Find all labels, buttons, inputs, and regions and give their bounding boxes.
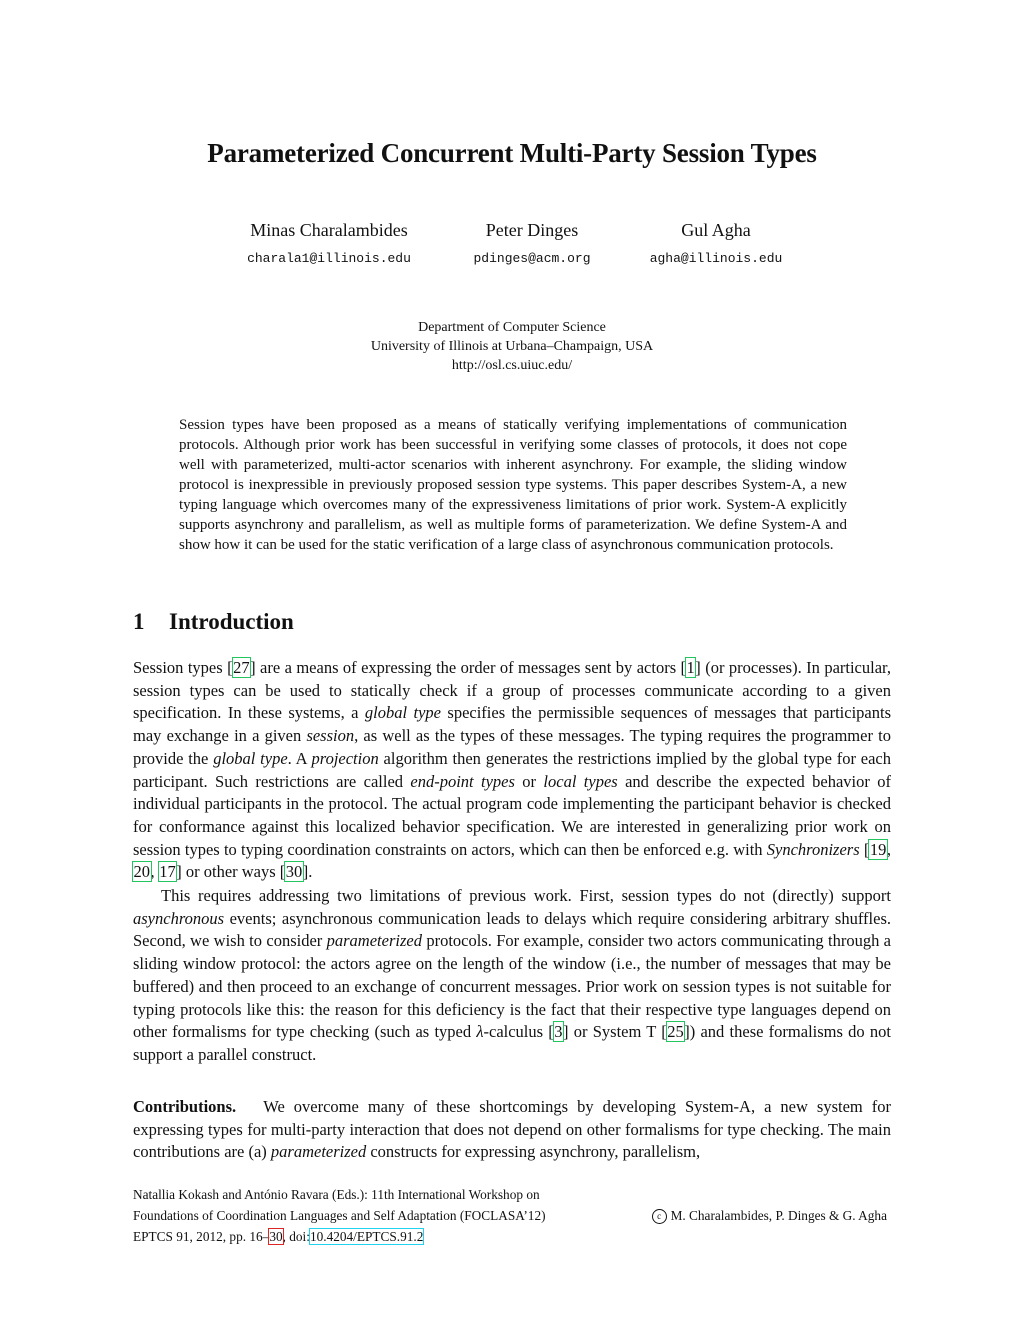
author-name: Minas Charalambides <box>250 220 408 240</box>
paragraph-2: This requires addressing two limitations of previous work. First, session types do not (directly) support asynchronous events; asynchronous communication leads to delays which require considering arbitrary shuffles. Second, we wish to consider parameterized protocols. For example, consider two actors communicating through a sliding window protocol: the actors agree on the length of the window (i.e., the number of messages that may be buffered) and then proceed to an exchange of concurrent messages. Prior work on session types is not suitable for typing protocols like this: the reason for this deficiency is the fact that their respective type languages depend on other formalisms for type checking (such as typed λ-calculus [3] or System T [25]) and these formalisms do not support a parallel construct. <box>133 886 891 1064</box>
affiliation-univ: University of Illinois at Urbana–Champaign, USA <box>370 339 654 354</box>
citation-link[interactable]: 1 <box>686 658 695 677</box>
section-title: Introduction <box>169 609 294 634</box>
author-name: Peter Dinges <box>485 220 579 240</box>
citation-link[interactable]: 19 <box>869 839 887 859</box>
footer-citation: Natallia Kokash and António Ravara (Eds.): 11th International Workshop on Foundations of Coordination Languages and Self Adaptation (FOCLASA’12) EPTCS 91, 2012, pp. 16–30, doi:10.4204/EPTCS.91.2 <box>133 1187 546 1244</box>
affiliation-dept: Department of Computer Science <box>418 320 606 335</box>
affiliation <box>0 318 1024 375</box>
copyright <box>652 1205 887 1226</box>
citation-link[interactable]: 30 <box>285 862 303 882</box>
last-page-link[interactable]: 30 <box>269 1229 283 1244</box>
citation-link[interactable]: 17 <box>159 862 176 882</box>
citation-link[interactable]: 3 <box>554 1022 563 1042</box>
author-email[interactable]: charala1@illinois.edu <box>247 251 411 266</box>
paragraph-contributions: Contributions. We overcome many of these shortcomings by developing System-A, a new system for expressing types for multi-party interaction that does not depend on other formalisms for type checking. The main contributions are (a) parameterized constructs for expressing asynchrony, parallelism, <box>133 1097 892 1162</box>
citation-link[interactable]: 25 <box>667 1022 684 1042</box>
contributions-label: Contributions. <box>133 1097 237 1116</box>
section-heading <box>133 609 294 635</box>
copyright-icon: c <box>652 1209 667 1224</box>
citation-link[interactable]: 20 <box>133 862 150 882</box>
abstract: Session types have been proposed as a means of statically verifying implementations of communication protocols. Although prior work has been successful in verifying some classes of protocols, it does not cope well with parameterized, multi-actor scenarios with inherent asynchrony. For example, the sliding window protocol is inexpressible in previously proposed session type systems. This paper describes System-A, a new typing language which overcomes many of the expressiveness limitations of prior work. System-A explicitly supports asynchrony and parallelism, as well as multiple forms of parameterization. We define System-A and show how it can be used for the static verification of a large class of asynchronous communication protocols. <box>179 417 847 553</box>
author-name: Gul Agha <box>681 220 751 240</box>
citation-link[interactable]: 27 <box>233 658 250 677</box>
section-number: 1 <box>133 609 145 634</box>
doi-link[interactable]: 10.4204/EPTCS.91.2 <box>309 1229 424 1244</box>
author-3 <box>596 220 836 266</box>
paragraph-1: Session types [27] are a means of expressing the order of messages sent by actors [1] (or processes). In particular, session types can be used to statically check if a group of processes communicate according to a given specification. In these systems, a global type specifies the permissible sequences of messages that participants may exchange in a given session, as well as the types of these messages. The typing requires the programmer to provide the global type. A projection algorithm then generates the restrictions implied by the global type for each participant. Such restrictions are called end-point types or local types and describe the expected behavior of individual participants in the protocol. The actual program code implementing the participant behavior is checked for conformance against this localized behavior specification. We are interested in generalizing prior work on session types to typing coordination constraints on actors, which can then be enforced e.g. with Synchronizers [19, 20, 17] or other ways [30]. <box>133 658 891 882</box>
paper-title: Parameterized Concurrent Multi-Party Session Types <box>207 138 817 168</box>
author-email[interactable]: pdinges@acm.org <box>473 251 591 266</box>
affiliation-url[interactable]: http://osl.cs.uiuc.edu/ <box>451 358 573 373</box>
copyright-holders: M. Charalambides, P. Dinges & G. Agha <box>670 1208 887 1223</box>
author-email[interactable]: agha@illinois.edu <box>649 251 783 266</box>
